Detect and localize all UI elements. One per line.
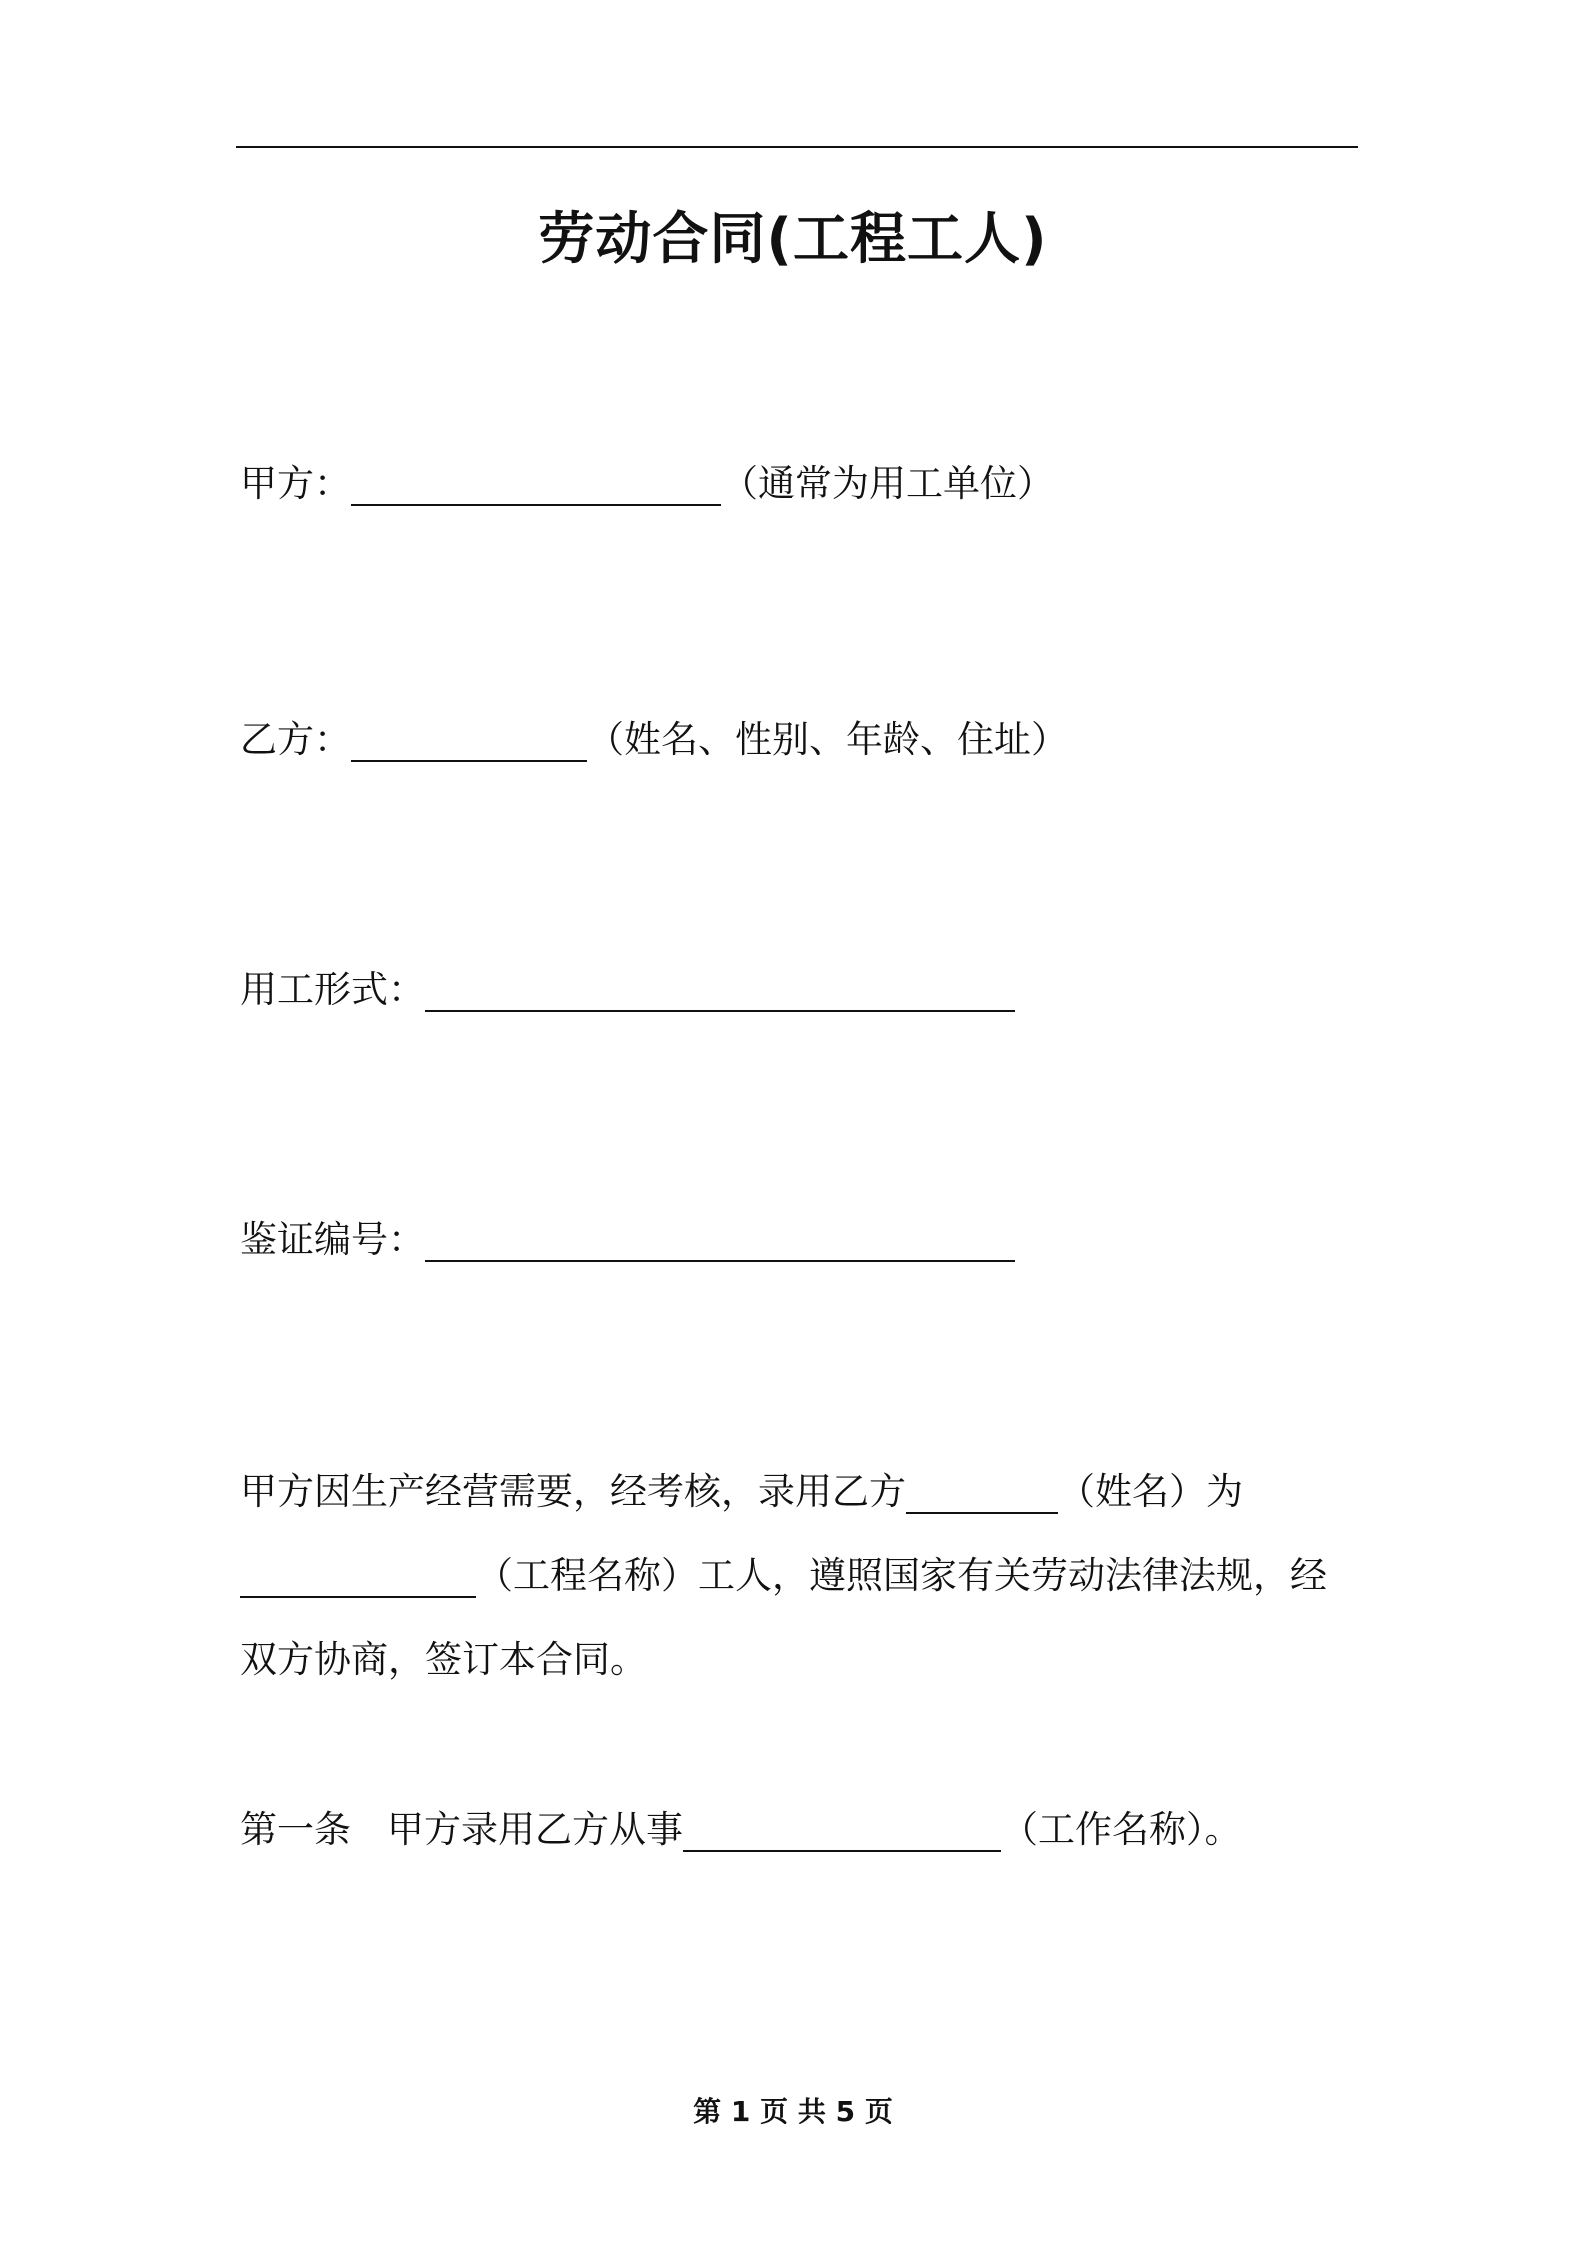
worker-name-blank bbox=[906, 1472, 1058, 1514]
preamble-text-1: 甲方因生产经营需要，经考核，录用乙方 bbox=[240, 1470, 906, 1513]
preamble-row-2 bbox=[240, 1534, 1350, 1618]
job-title-blank bbox=[683, 1810, 1001, 1852]
article-1-number: 第一条 bbox=[240, 1808, 351, 1851]
party-a-blank bbox=[351, 464, 721, 506]
party-a-note: （通常为用工单位） bbox=[721, 462, 1054, 505]
party-a-line bbox=[240, 456, 1054, 512]
article-1-note: （工作名称）。 bbox=[1001, 1808, 1242, 1851]
party-a-label: 甲方： bbox=[240, 462, 351, 505]
party-b-blank bbox=[351, 720, 587, 762]
project-name-blank bbox=[240, 1556, 476, 1598]
preamble-text-2: （姓名）为 bbox=[1058, 1470, 1243, 1513]
verification-no-line bbox=[240, 1212, 1015, 1268]
party-b-line bbox=[240, 712, 1068, 768]
preamble-text-3: （工程名称）工人，遵照国家有关劳动法律法规，经 bbox=[476, 1554, 1327, 1597]
preamble-paragraph bbox=[240, 1450, 1350, 1702]
verification-no-label: 鉴证编号： bbox=[240, 1218, 425, 1261]
preamble-row-3 bbox=[240, 1618, 1350, 1702]
preamble-text-4: 双方协商，签订本合同。 bbox=[240, 1638, 647, 1681]
header-rule bbox=[236, 146, 1358, 148]
preamble-row-1 bbox=[240, 1450, 1350, 1534]
party-b-label: 乙方： bbox=[240, 718, 351, 761]
article-1-line bbox=[240, 1802, 1242, 1858]
document-title: 劳动合同(工程工人) bbox=[538, 207, 1048, 272]
article-1-text: 甲方录用乙方从事 bbox=[387, 1808, 683, 1851]
verification-no-blank bbox=[425, 1220, 1015, 1262]
employment-form-blank bbox=[425, 970, 1015, 1012]
page-indicator: 第 1 页 共 5 页 bbox=[693, 2095, 893, 2128]
employment-form-line bbox=[240, 962, 1015, 1018]
employment-form-label: 用工形式： bbox=[240, 968, 425, 1011]
party-b-note: （姓名、性别、年龄、住址） bbox=[587, 718, 1068, 761]
